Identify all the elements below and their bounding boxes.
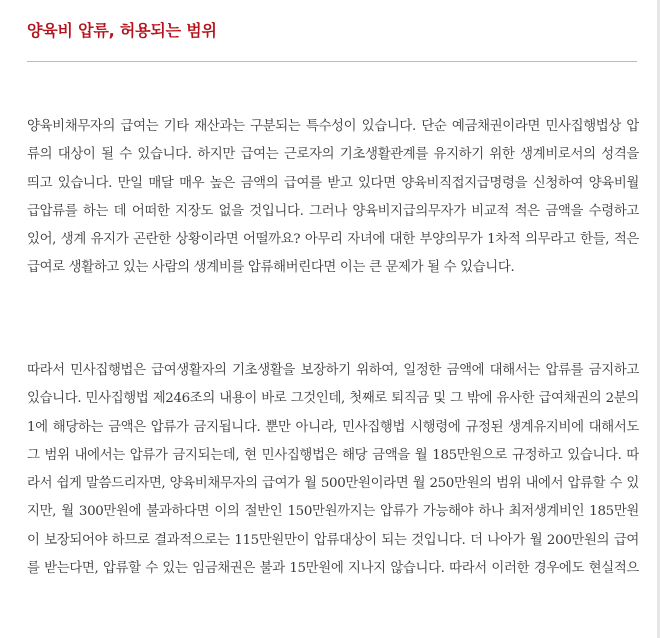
- paragraph-line: 급여로 생활하고 있는 사람의 생계비를 압류해버린다면 이는 큰 문제가 될 수 있습니다.: [27, 260, 515, 276]
- paragraph-2: [27, 357, 639, 583]
- paragraph-line: 이 보장되어야 하므로 결과적으로는 115만원만이 압류대상이 되는 것입니다. 더 나아가 월 200만원의 급여: [27, 532, 639, 548]
- paragraph-line: 지만, 월 300만원에 불과하다면 이의 절반인 150만원까지는 압류가 가능해야 하나 최저생계비인 185만원: [27, 504, 639, 520]
- paragraph-line: 있어, 생계 유지가 곤란한 상황이라면 어떨까요? 아무리 자녀에 대한 부양의무가 1차적 의무라고 한들, 적은: [27, 232, 639, 248]
- paragraph-line: 양육비채무자의 급여는 기타 재산과는 구분되는 특수성이 있습니다. 단순 예금채권이라면 민사집행법상 압: [27, 119, 639, 134]
- paragraph-line: 를 받는다면, 압류할 수 있는 임금채권은 불과 15만원에 지나지 않습니다. 따라서 이러한 경우에도 현실적으: [27, 561, 639, 577]
- paragraph-line: 급압류를 하는 데 어떠한 지장도 없을 것입니다. 그러나 양육비지급의무자가 비교적 적은 금액을 수령하고: [27, 203, 639, 219]
- paragraph-line: 그 범위 내에서는 압류가 금지되는데, 현 민사집행법은 해당 금액을 월 185만원으로 규정하고 있습니다. 따: [27, 447, 639, 463]
- paragraph-1: [27, 113, 639, 283]
- title-divider: [27, 61, 637, 62]
- paragraph-line: 라서 쉽게 말씀드리자면, 양육비채무자의 급여가 월 500만원이라면 월 250만원의 범위 내에서 압류할 수 있: [27, 476, 639, 492]
- paragraph-line: 띄고 있습니다. 만일 매달 매우 높은 금액의 급여를 받고 있다면 양육비직접지급명령을 신청하여 양육비월: [27, 175, 639, 191]
- paragraph-line: 있습니다. 민사집행법 제246조의 내용이 바로 그것인데, 첫째로 퇴직금 및 그 밖에 유사한 급여채권의 2분의: [27, 391, 639, 407]
- paragraph-line: 1에 해당하는 금액은 압류가 금지됩니다. 뿐만 아니라, 민사집행법 시행령에 규정된 생계유지비에 대해서도: [27, 419, 639, 435]
- paragraph-line: 류의 대상이 될 수 있습니다. 하지만 급여는 근로자의 기초생활관계를 유지하기 위한 생계비로서의 성격을: [27, 147, 639, 163]
- paragraph-line: 따라서 민사집행법은 급여생활자의 기초생활을 보장하기 위하여, 일정한 금액에 대해서는 압류를 금지하고: [27, 363, 639, 378]
- article-title: 양육비 압류, 허용되는 범위: [27, 21, 217, 40]
